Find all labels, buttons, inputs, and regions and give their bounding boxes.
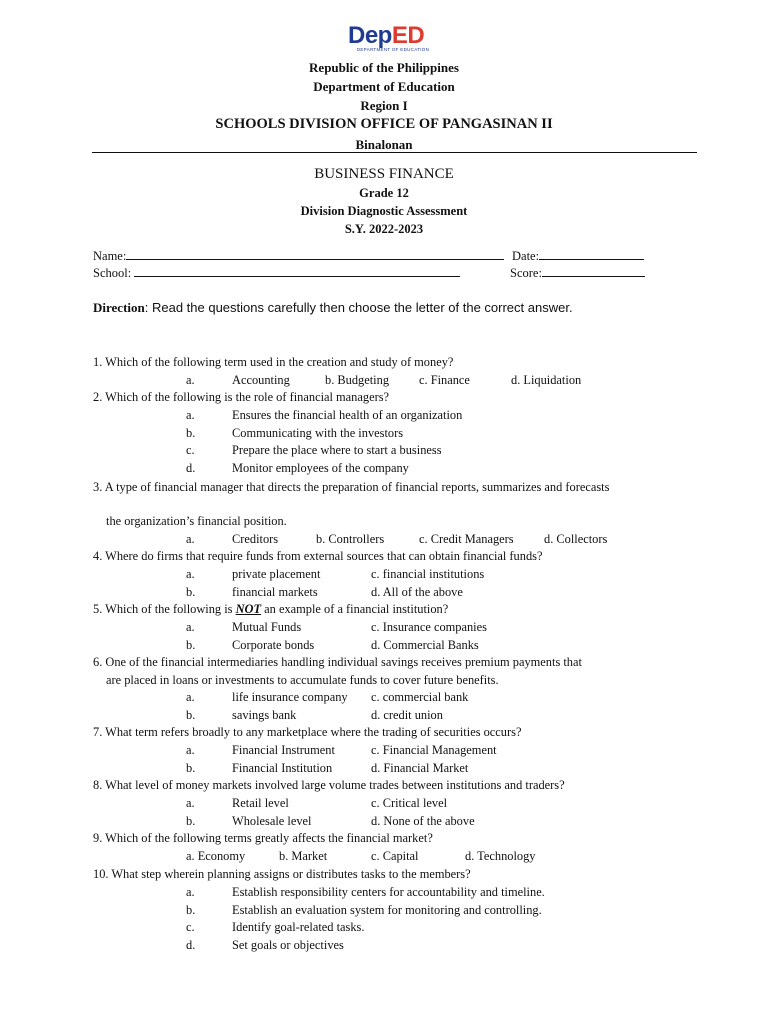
q7-option-a-letter: a. — [186, 743, 195, 757]
direction-text: Direction: Read the questions carefully then choose the letter of the correct answer. — [93, 300, 573, 315]
exam-subject: BUSINESS FINANCE — [314, 166, 454, 182]
q10-option-a-letter: a. — [186, 885, 195, 899]
q8-option-a: Retail level — [232, 796, 289, 810]
deped-logo-subtitle: DEPARTMENT OF EDUCATION — [356, 47, 430, 52]
q6-option-c: c. commercial bank — [371, 690, 469, 704]
header-municipality: Binalonan — [355, 137, 413, 152]
q8-option-b: Wholesale level — [232, 814, 312, 828]
q5-not-emphasis: NOT — [235, 602, 262, 616]
q10-option-c: Identify goal-related tasks. — [232, 920, 365, 934]
question-9: 9. Which of the following terms greatly affects the financial market? — [93, 831, 433, 845]
q10-option-c-letter: c. — [186, 920, 195, 934]
score-field: Score: — [510, 265, 645, 281]
q3-option-a: Creditors — [232, 532, 279, 546]
question-6-line-2: are placed in loans or investments to accumulate funds to cover future benefits. — [106, 673, 499, 687]
question-4: 4. Where do firms that require funds from external sources that can obtain financial funds? — [93, 549, 543, 563]
q10-option-a: Establish responsibility centers for accountability and timeline. — [232, 885, 545, 899]
q6-option-d: d. credit union — [371, 708, 443, 722]
q4-option-b-letter: b. — [186, 585, 196, 599]
q5-option-c: c. Insurance companies — [371, 620, 487, 634]
deped-logo — [348, 24, 438, 56]
q10-option-d: Set goals or objectives — [232, 938, 344, 952]
q2-option-c: Prepare the place where to start a business — [232, 443, 442, 457]
q3-option-d: d. Collectors — [544, 532, 608, 546]
header-department: Department of Education — [313, 79, 455, 94]
q5-option-b: Corporate bonds — [232, 638, 315, 652]
q8-option-a-letter: a. — [186, 796, 195, 810]
question-7: 7. What term refers broadly to any marketplace where the trading of securities occurs? — [93, 725, 522, 739]
q2-option-c-letter: c. — [186, 443, 195, 457]
q6-option-a-letter: a. — [186, 690, 195, 704]
question-3-line-2: the organization’s financial position. — [106, 514, 287, 528]
q9-option-d: d. Technology — [465, 849, 536, 863]
q2-option-d: Monitor employees of the company — [232, 461, 409, 475]
question-6-line-1: 6. One of the financial intermediaries handling individual savings receives premium payments that — [93, 655, 582, 669]
q1-option-a: Accounting — [232, 373, 290, 387]
q2-option-a: Ensures the financial health of an organization — [232, 408, 463, 422]
question-10: 10. What step wherein planning assigns or distributes tasks to the members? — [93, 867, 471, 881]
deped-logo-text: DepED — [348, 22, 425, 49]
question-2: 2. Which of the following is the role of financial managers? — [93, 390, 390, 404]
q1-option-b: b. Budgeting — [325, 373, 390, 387]
q4-option-a-letter: a. — [186, 567, 195, 581]
name-field: Name: — [93, 248, 504, 264]
q1-option-c: c. Finance — [419, 373, 470, 387]
q5-option-a: Mutual Funds — [232, 620, 302, 634]
header-region: Region I — [360, 98, 408, 113]
q10-option-b-letter: b. — [186, 903, 196, 917]
q4-option-c: c. financial institutions — [371, 567, 485, 581]
header-rule — [92, 152, 697, 153]
q2-option-d-letter: d. — [186, 461, 196, 475]
q7-option-d: d. Financial Market — [371, 761, 469, 775]
q5-option-a-letter: a. — [186, 620, 195, 634]
q3-option-b: b. Controllers — [316, 532, 385, 546]
q4-option-b: financial markets — [232, 585, 318, 599]
q8-option-b-letter: b. — [186, 814, 196, 828]
q1-option-a-letter: a. — [186, 373, 195, 387]
q9-option-a: a. Economy — [186, 849, 246, 863]
exam-school-year: S.Y. 2022-2023 — [344, 222, 424, 236]
q2-option-a-letter: a. — [186, 408, 195, 422]
q2-option-b: Communicating with the investors — [232, 426, 404, 440]
q6-option-b: savings bank — [232, 708, 297, 722]
q5-option-d: d. Commercial Banks — [371, 638, 479, 652]
q6-option-a: life insurance company — [232, 690, 348, 704]
q1-option-d: d. Liquidation — [511, 373, 582, 387]
q7-option-b: Financial Institution — [232, 761, 333, 775]
q10-option-b: Establish an evaluation system for monitoring and controlling. — [232, 903, 542, 917]
exam-type: Division Diagnostic Assessment — [300, 204, 468, 218]
q7-option-a: Financial Instrument — [232, 743, 335, 757]
date-field: Date: — [512, 248, 644, 264]
q6-option-b-letter: b. — [186, 708, 196, 722]
q9-option-b: b. Market — [279, 849, 328, 863]
q2-option-b-letter: b. — [186, 426, 196, 440]
question-5: 5. Which of the following is NOT an example of a financial institution? — [93, 602, 449, 616]
question-3-line-1: 3. A type of financial manager that directs the preparation of financial reports, summarizes and forecasts — [93, 480, 610, 494]
q10-option-d-letter: d. — [186, 938, 196, 952]
q8-option-c: c. Critical level — [371, 796, 448, 810]
score-blank[interactable] — [542, 265, 645, 277]
q7-option-c: c. Financial Management — [371, 743, 497, 757]
header-division-office: SCHOOLS DIVISION OFFICE OF PANGASINAN II — [215, 116, 553, 132]
q5-option-b-letter: b. — [186, 638, 196, 652]
q4-option-d: d. All of the above — [371, 585, 463, 599]
header-republic: Republic of the Philippines — [309, 60, 459, 75]
date-blank[interactable] — [539, 248, 644, 260]
q3-option-c: c. Credit Managers — [419, 532, 514, 546]
question-8: 8. What level of money markets involved large volume trades between institutions and traders? — [93, 778, 565, 792]
question-1: 1. Which of the following term used in the creation and study of money? — [93, 355, 454, 369]
school-field: School: — [93, 265, 460, 281]
exam-grade: Grade 12 — [359, 186, 409, 200]
q9-option-c: c. Capital — [371, 849, 419, 863]
q4-option-a: private placement — [232, 567, 321, 581]
school-blank[interactable] — [134, 265, 460, 277]
q3-option-a-letter: a. — [186, 532, 195, 546]
q8-option-d: d. None of the above — [371, 814, 475, 828]
name-blank[interactable] — [126, 248, 504, 260]
q7-option-b-letter: b. — [186, 761, 196, 775]
